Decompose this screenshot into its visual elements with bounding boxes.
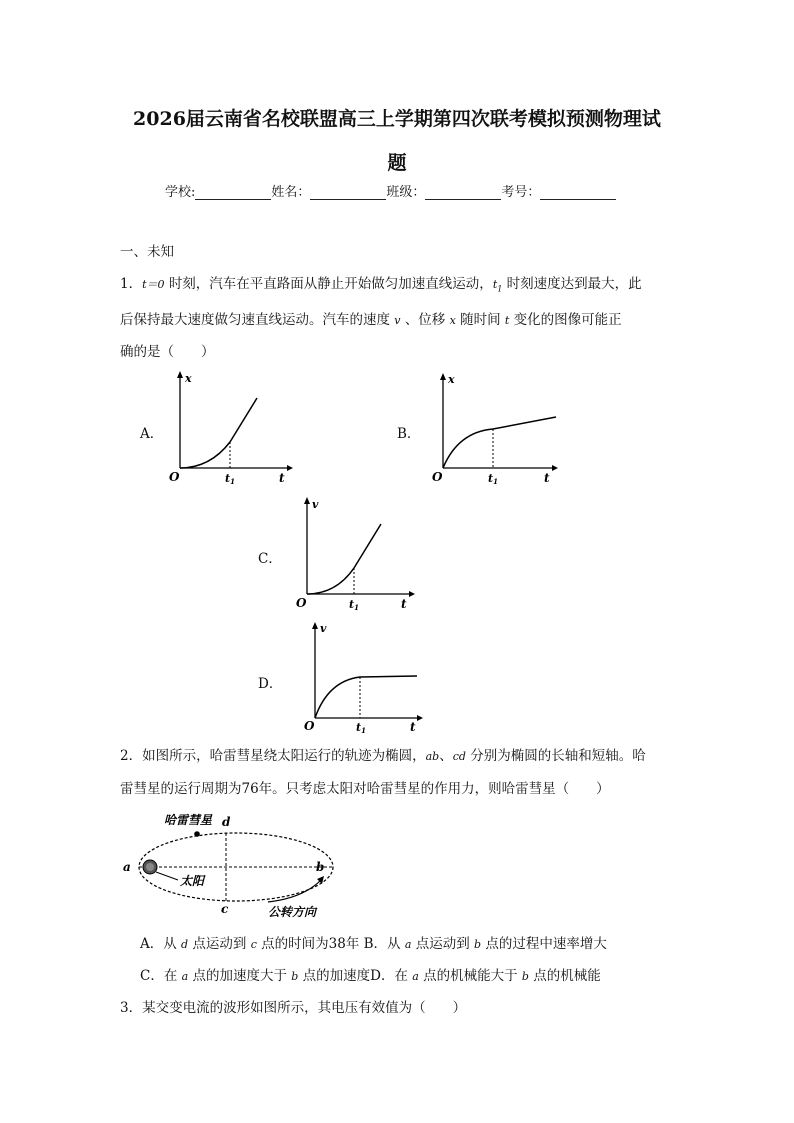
x-axis-arrow — [287, 465, 293, 471]
origin-label: O — [296, 596, 307, 610]
t1-label: t1 — [349, 598, 359, 612]
origin-label: O — [432, 470, 443, 484]
q1-line2 — [120, 310, 680, 331]
y-label: x — [185, 372, 192, 385]
direction-arrow — [268, 880, 321, 902]
sun-label: 太阳 — [180, 874, 205, 888]
q1-text-part1: 时刻，汽车在平直路面从静止开始做匀加速直线运动， — [168, 276, 493, 292]
y-axis-arrow — [177, 371, 183, 378]
q1-text-line2c: 随时间 — [460, 312, 501, 328]
name-label: 姓名： — [271, 185, 311, 200]
curve — [443, 417, 556, 468]
q2-option-c-b: b — [291, 970, 299, 983]
point-c-label: c — [221, 902, 229, 916]
y-label: v — [312, 498, 319, 511]
class-blank — [425, 185, 501, 200]
q1-t0: t＝0 — [142, 278, 165, 291]
curve — [307, 524, 381, 594]
t1-label: t1 — [488, 472, 498, 486]
x-label: t — [544, 471, 550, 485]
q2-option-c-text2: 点的加速度大于 — [192, 968, 287, 984]
q2-option-c-a: a — [181, 970, 189, 983]
q1-text-line2a: 后保持最大速度做匀速直线运动。汽车的速度 — [120, 312, 390, 328]
q3-line1: 3．某交变电流的波形如图所示，其电压有效值为（ ） — [120, 1000, 467, 1016]
q2-option-c-text1: C．在 — [140, 968, 178, 984]
q2-option-a-d: d — [181, 938, 189, 951]
x-label: t — [410, 720, 416, 734]
x-axis-arrow — [409, 591, 415, 597]
curve — [180, 398, 257, 468]
q1-option-d-graph — [300, 617, 425, 735]
y-label: x — [448, 373, 455, 386]
halley-orbit-diagram — [118, 810, 338, 922]
q2-options-row2 — [140, 966, 700, 987]
q1-v: v — [394, 314, 401, 327]
q2-option-a-text2: 点运动到 — [192, 936, 247, 952]
point-b-label: b — [316, 860, 325, 874]
q1-text-part2: 时刻速度达到最大，此 — [506, 276, 642, 292]
exam-no-label: 考号： — [501, 185, 541, 200]
comet-icon — [194, 831, 200, 837]
y-axis-arrow — [440, 373, 446, 380]
q1-line3: 确的是（ ） — [120, 344, 215, 360]
q1-option-d-label: D． — [258, 676, 283, 692]
sun-pointer-line — [156, 872, 178, 880]
q1-x: x — [449, 314, 456, 327]
curve — [315, 676, 417, 718]
q1-option-b-graph — [428, 368, 563, 486]
direction-label: 公转方向 — [268, 905, 317, 919]
section-heading: 一、未知 — [120, 244, 174, 260]
name-blank — [310, 185, 386, 200]
q1-t: t — [504, 314, 510, 327]
page-title-line1: 2026届云南省名校联盟高三上学期第四次联考模拟预测物理试 — [133, 108, 661, 130]
q2-option-b-text1: B．从 — [363, 936, 401, 952]
q2-option-d-text2: 点的机械能大于 — [423, 968, 518, 984]
y-axis-arrow — [304, 497, 310, 504]
q1-option-a-label: A． — [140, 426, 164, 442]
q2-option-a-c: c — [250, 938, 257, 951]
student-info-line — [165, 181, 616, 200]
q1-option-b-label: B． — [397, 426, 421, 442]
point-a-label: a — [123, 860, 131, 874]
q1-text-line2d: 变化的图像可能正 — [513, 312, 622, 328]
origin-label: O — [304, 719, 315, 733]
x-label: t — [401, 597, 407, 611]
q2-option-d-text3: 点的机械能 — [533, 968, 601, 984]
q2-line1 — [120, 746, 700, 767]
q2-text-line1a: 2．如图所示，哈雷彗星绕太阳运行的轨迹为椭圆， — [120, 748, 426, 764]
school-blank — [195, 185, 271, 200]
q1-option-c-graph — [292, 494, 417, 612]
sun-core — [146, 863, 154, 871]
q2-cd: cd — [452, 750, 466, 763]
q2-text-line1b: 分别为椭圆的长轴和短轴。哈 — [470, 748, 646, 764]
q2-option-d-text1: D．在 — [370, 968, 408, 984]
q2-separator: 、 — [439, 748, 453, 764]
q1-option-a-graph — [165, 368, 295, 486]
q2-option-b-b: b — [474, 938, 482, 951]
t1-label: t1 — [356, 721, 366, 735]
comet-label: 哈雷彗星 — [164, 813, 213, 827]
q2-options-row1 — [140, 934, 700, 955]
school-label: 学校: — [165, 185, 196, 200]
x-axis-arrow — [552, 465, 558, 471]
q1-number: 1． — [120, 276, 143, 292]
x-axis-arrow — [417, 715, 423, 721]
q2-option-b-a: a — [404, 938, 412, 951]
q2-option-d-a: a — [412, 970, 419, 983]
q2-line2: 雷彗星的运行周期为76年。只考虑太阳对哈雷彗星的作用力，则哈雷彗星（ ） — [120, 781, 610, 797]
q2-option-a-text3: 点的时间为38年 — [261, 936, 360, 952]
point-d-label: d — [222, 815, 231, 829]
q2-option-d-b: b — [521, 970, 529, 983]
q2-option-a-text1: A．从 — [140, 936, 177, 952]
y-axis-arrow — [312, 622, 318, 629]
q1-line1 — [120, 274, 680, 300]
q1-option-c-label: C． — [258, 551, 282, 567]
y-label: v — [320, 622, 327, 635]
exam-no-blank — [540, 185, 616, 200]
q2-option-c-text3: 点的加速度 — [302, 968, 371, 984]
origin-label: O — [169, 470, 180, 484]
q2-ab: ab — [425, 750, 440, 763]
x-label: t — [279, 471, 285, 485]
q2-option-b-text3: 点的过程中速率增大 — [485, 936, 607, 952]
t1-label: t1 — [225, 472, 235, 486]
page-title-line2: 题 — [387, 152, 407, 174]
q1-t1: t — [492, 278, 498, 291]
q1-t1-sub: 1 — [497, 284, 503, 294]
q1-text-line2b: 、位移 — [404, 312, 446, 328]
class-label: 班级： — [386, 185, 426, 200]
q2-option-b-text2: 点运动到 — [415, 936, 470, 952]
